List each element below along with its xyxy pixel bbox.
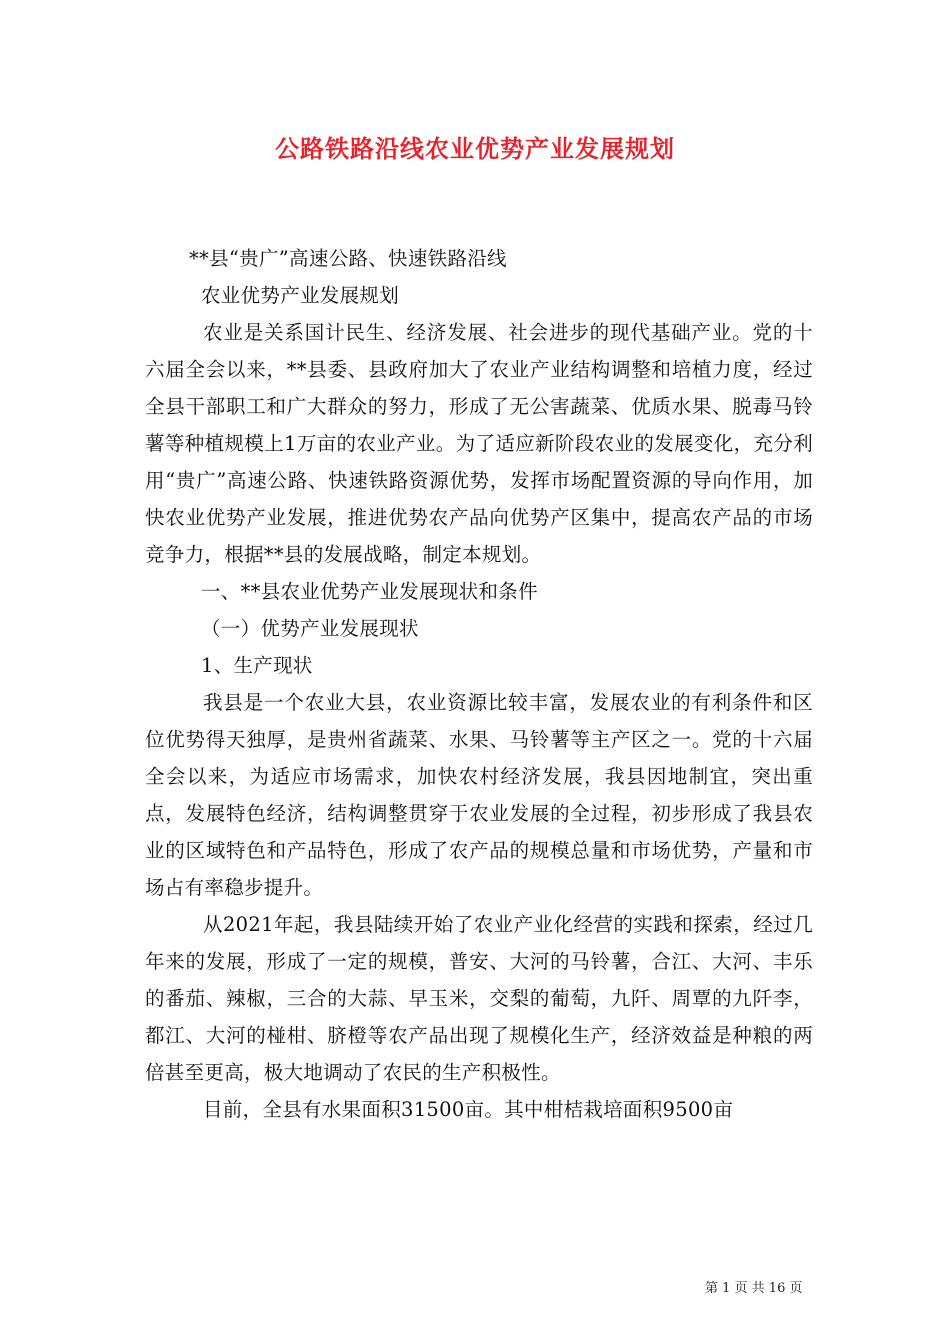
section-heading-3: 1、生产现状 [201, 654, 313, 677]
subtitle-line-2: 农业优势产业发展规划 [201, 284, 400, 307]
page-number: 第 1 页 共 16 页 [705, 1281, 803, 1296]
subtitle-line-1: **县“贵广”高速公路、快速铁路沿线 [189, 247, 507, 270]
document-body [145, 240, 813, 1128]
paragraph-current: 目前，全县有水果面积31500亩。其中柑桔栽培面积9500亩 [203, 1098, 734, 1121]
paragraph-intro: 农业是关系国计民生、经济发展、社会进步的现代基础产业。党的十六届全会以来，**县委、县政府加大了农业产业结构调整和培植力度，经过全县干部职工和广大群众的努力，形成了无公害蔬菜、优质水果、脱毒马铃薯等种植规模上1万亩的农业产业。为了适应新阶段农业的发展变化，充分利用“贵广”高速公路、快速铁路资源优势，发挥市场配置资源的导向作用，加快农业优势产业发展，推进优势农产品向优势产区集中，提高农产品的市场竞争力，根据**县的发展战略，制定本规划。 [145, 321, 813, 566]
document-title: 公路铁路沿线农业优势产业发展规划 [275, 134, 675, 163]
paragraph-production: 我县是一个农业大县，农业资源比较丰富，发展农业的有利条件和区位优势得天独厚，是贵州省蔬菜、水果、马铃薯等主产区之一。党的十六届全会以来，为适应市场需求，加快农村经济发展，我县因地制宜，突出重点，发展特色经济，结构调整贯穿于农业发展的全过程，初步形成了我县农业的区域特色和产品特色，形成了农产品的规模总量和市场优势，产量和市场占有率稳步提升。 [145, 691, 813, 899]
paragraph-history: 从2021年起，我县陆续开始了农业产业化经营的实践和探索，经过几年来的发展，形成了一定的规模，普安、大河的马铃薯，合江、大河、丰乐的番茄、辣椒，三合的大蒜、早玉米，交梨的葡萄，九阡、周覃的九阡李，都江、大河的椪柑、脐橙等农产品出现了规模化生产，经济效益是种粮的两倍甚至更高，极大地调动了农民的生产积极性。 [145, 913, 813, 1084]
section-heading-1: 一、**县农业优势产业发展现状和条件 [201, 580, 538, 603]
section-heading-2: （一）优势产业发展现状 [201, 617, 419, 640]
